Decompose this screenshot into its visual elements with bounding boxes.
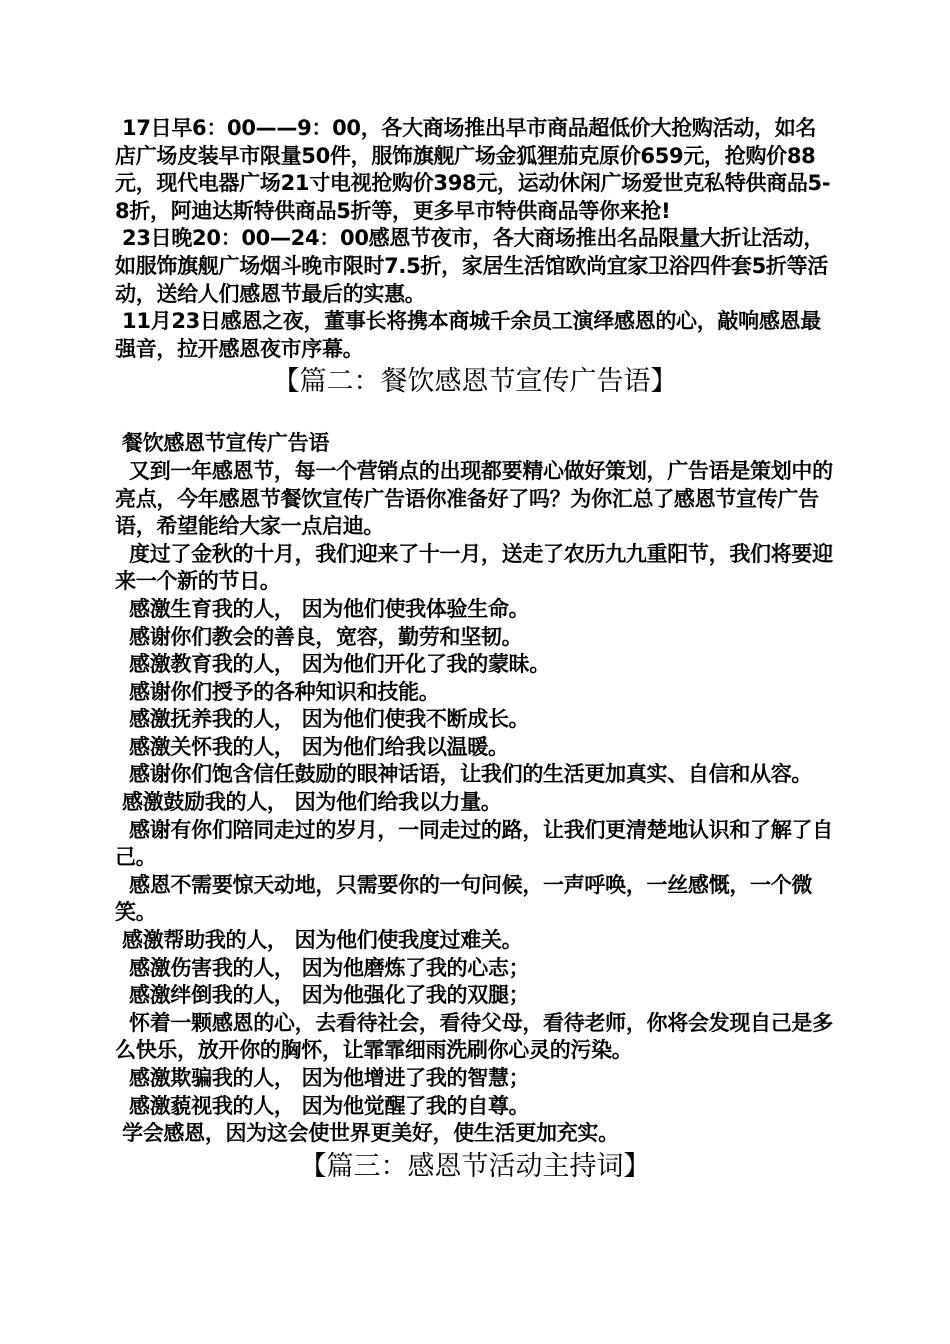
paragraph-night-market: 23日晚20：00—24：00感恩节夜市，各大商场推出名品限量大折让活动，如服饰旗舰广场烟斗晚市限时7.5折，家居生活馆欧尚宜家卫浴四件套5折等活动，送给人们感恩节最后的实惠。	[115, 226, 829, 306]
paragraph: 感激教育我的人， 因为他们开化了我的蒙昧。	[115, 652, 551, 677]
paragraph: 感激伤害我的人， 因为他磨炼了我的心志；	[115, 955, 530, 980]
paragraph: 感谢你们授予的各种知识和技能。	[115, 679, 440, 704]
paragraph: 感激鼓励我的人， 因为他们给我以力量。	[115, 790, 502, 815]
paragraph: 感激抚养我的人， 因为他们使我不断成长。	[115, 707, 530, 732]
section-heading-2: 【篇二：餐饮感恩节宣传广告语】	[272, 366, 678, 398]
paragraph: 感激藐视我的人， 因为他觉醒了我的自尊。	[115, 1093, 530, 1118]
paragraph: 怀着一颗感恩的心，去看待社会，看待父母，看待老师，你将会发现自己是多么快乐，放开你的胸怀，让霏霏细雨洗刷你心灵的污染。	[115, 1010, 833, 1063]
paragraph: 感激关怀我的人， 因为他们给我以温暖。	[115, 734, 509, 759]
paragraph: 感谢你们饱含信任鼓励的眼神话语，让我们的生活更加真实、自信和从容。	[115, 762, 813, 787]
paragraph: 感激欺骗我的人， 因为他增进了我的智慧；	[115, 1066, 530, 1090]
paragraph: 感激绊倒我的人， 因为他强化了我的双腿；	[115, 983, 530, 1008]
document-body	[115, 115, 835, 1187]
paragraph: 又到一年感恩节，每一个营销点的出现都要精心做好策划，广告语是策划中的亮点，今年感恩节餐饮宣传广告语你准备好了吗？为你汇总了感恩节宣传广告语，希望能给大家一点启迪。	[115, 458, 833, 539]
section-heading-3: 【篇三：感恩节活动主持词】	[299, 1150, 651, 1182]
paragraph: 感激生育我的人， 因为他们使我体验生命。	[115, 596, 530, 621]
paragraph: 感恩不需要惊天动地，只需要你的一句问候，一声呼唤，一丝感慨，一个微笑。	[115, 872, 813, 925]
paragraph: 感谢你们教会的善良，宽容，勤劳和坚韧。	[115, 624, 523, 649]
paragraph: 感激帮助我的人， 因为他们使我度过难关。	[115, 928, 523, 953]
paragraph-morning-market: 17日早6：00——9：00，各大商场推出早市商品超低价大抢购活动，如名店广场皮装早市限量50件，服饰旗舰广场金狐狸茄克原价659元，抢购价88元，现代电器广场21寸电视抢购价398元，运动休闲广场爱世克私特供商品5-8折，阿迪达斯特供商品5折等，更多早市特供商品等你来抢!	[115, 116, 831, 223]
paragraph-subtitle: 餐饮感恩节宣传广告语	[115, 431, 330, 456]
paragraph-thanksgiving-night: 11月23日感恩之夜，董事长将携本商城千余员工演绎感恩的心，敲响感恩最强音，拉开感恩夜市序幕。	[115, 309, 821, 361]
paragraph: 学会感恩，因为这会使世界更美好，使生活更加充实。	[115, 1121, 619, 1146]
paragraph: 感谢有你们陪同走过的岁月，一同走过的路，让我们更清楚地认识和了解了自己。	[115, 817, 833, 870]
paragraph: 度过了金秋的十月，我们迎来了十一月，送走了农历九九重阳节，我们将要迎来一个新的节日。	[115, 541, 833, 594]
